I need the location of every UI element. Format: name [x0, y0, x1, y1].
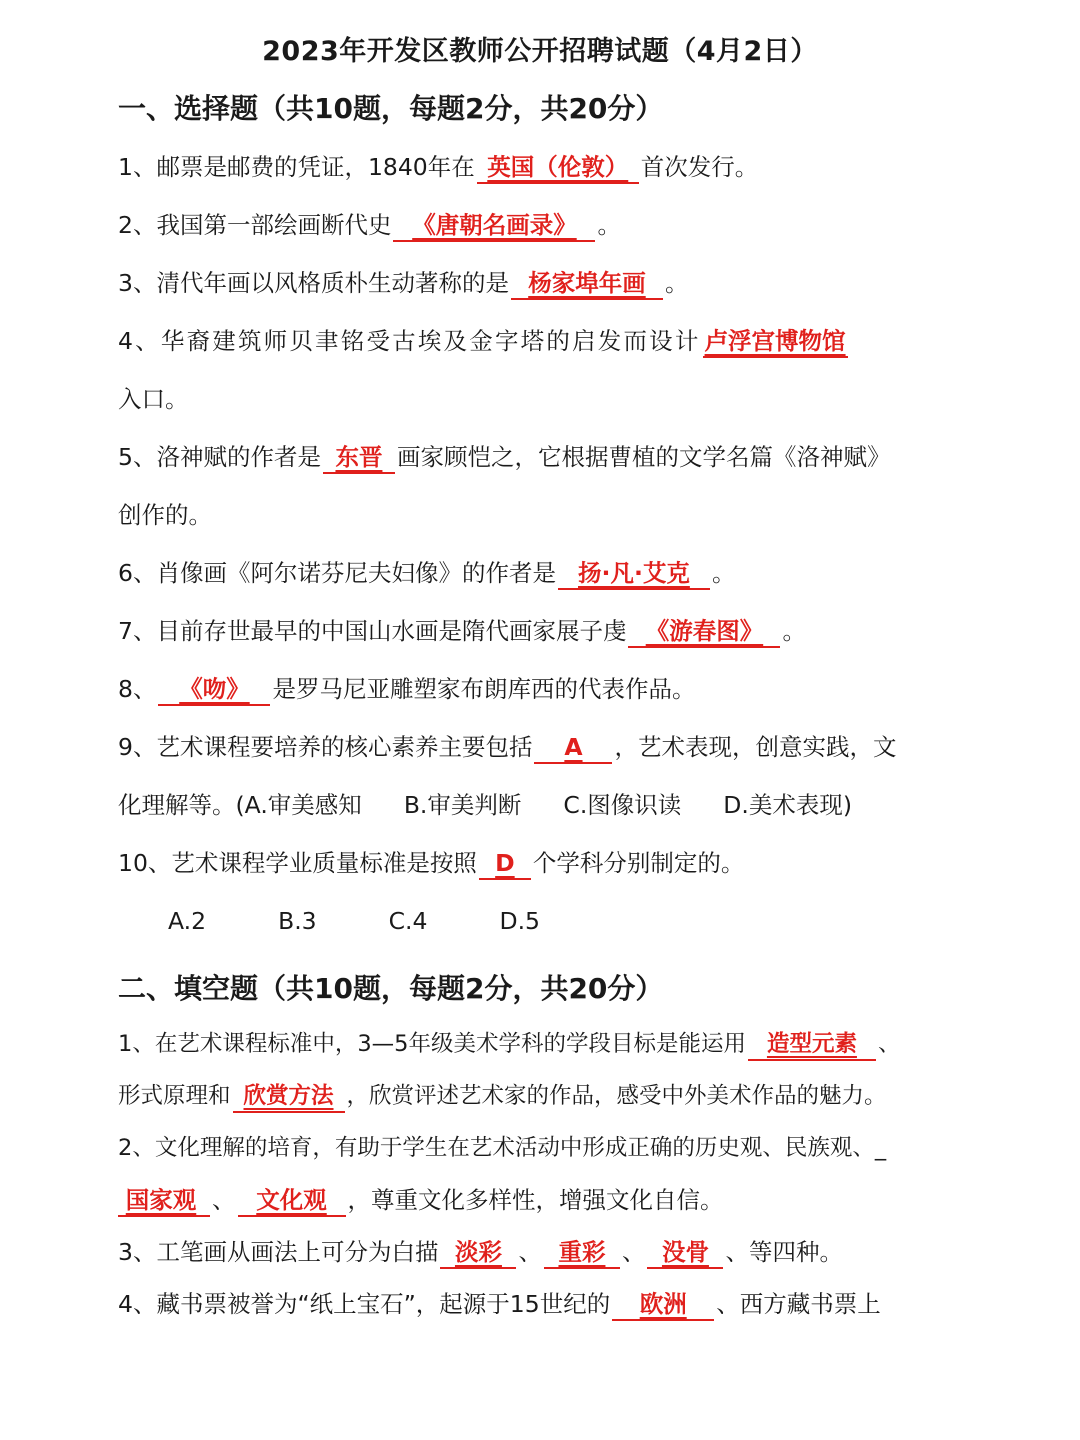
question-10: 10、艺术课程学业质量标准是按照 D 个学科分别制定的。	[118, 834, 1020, 892]
option-b: B.审美判断	[403, 791, 522, 819]
answer-blank: 卢浮宫博物馆	[703, 326, 848, 358]
option-d: D.美术表现	[723, 791, 843, 819]
answer-blank: 重彩	[544, 1237, 620, 1269]
answer-blank: 英国（伦敦）	[477, 152, 639, 184]
fill-question-3: 3、工笔画从画法上可分为白描 淡彩 、 重彩 、 没骨 、等四种。	[118, 1226, 1020, 1278]
answer-blank: 《游春图》	[628, 616, 780, 648]
option-c: C.4	[388, 907, 428, 935]
question-10-options	[118, 892, 1020, 950]
option-d: D.5	[499, 907, 541, 935]
question-1: 1、邮票是邮费的凭证，1840年在 英国（伦敦） 首次发行。	[118, 138, 1020, 196]
option-a: A.审美感知	[244, 791, 362, 819]
question-6: 6、肖像画《阿尔诺芬尼夫妇像》的作者是 扬·凡·艾克 。	[118, 544, 1020, 602]
answer-blank: 造型元素	[748, 1029, 876, 1061]
fill-question-4: 4、藏书票被誉为“纸上宝石”，起源于15世纪的 欧洲 、西方藏书票上	[118, 1278, 1020, 1330]
answer-blank: 欣赏方法	[233, 1081, 345, 1113]
answer-blank: 东晋	[323, 442, 395, 474]
fill-question-2: 2、文化理解的培育，有助于学生在艺术活动中形成正确的历史观、民族观、_	[118, 1135, 887, 1161]
section-heading-fill: 二、填空题（共10题，每题2分，共20分）	[118, 972, 664, 1005]
question-4-continuation: 入口。	[118, 385, 189, 413]
answer-blank: 扬·凡·艾克	[558, 558, 710, 590]
option-a: A.2	[168, 907, 207, 935]
answer-blank: 《吻》	[158, 674, 270, 706]
answer-blank: 文化观	[238, 1185, 346, 1217]
option-c: C.图像识读	[563, 791, 682, 819]
answer-blank: 《唐朝名画录》	[393, 210, 595, 242]
question-5-continuation: 创作的。	[118, 501, 212, 529]
question-9: 9、艺术课程要培养的核心素养主要包括 A ，艺术表现，创意实践，文	[118, 718, 1020, 776]
fill-question-1: 1、在艺术课程标准中，3—5年级美术学科的学段目标是能运用 造型元素 、	[118, 1018, 1020, 1070]
option-b: B.3	[278, 907, 317, 935]
fill-question-2-continuation: 国家观 、 文化观 ，尊重文化多样性，增强文化自信。	[118, 1174, 1020, 1226]
answer-blank: 杨家埠年画	[511, 268, 663, 300]
question-8: 8、 《吻》 是罗马尼亚雕塑家布朗库西的代表作品。	[118, 660, 1020, 718]
answer-blank: D	[479, 848, 531, 880]
fill-question-1-continuation: 形式原理和 欣赏方法 ，欣赏评述艺术家的作品，感受中外美术作品的魅力。	[118, 1070, 1020, 1122]
question-7: 7、目前存世最早的中国山水画是隋代画家展子虔 《游春图》 。	[118, 602, 1020, 660]
answer-blank: A	[534, 732, 612, 764]
answer-blank: 国家观	[118, 1185, 210, 1217]
answer-blank: 没骨	[647, 1237, 723, 1269]
document-title: 2023年开发区教师公开招聘试题（4月2日）	[262, 36, 818, 67]
question-9-options: 化理解等。(A.审美感知 B.审美判断 C.图像识读 D.美术表现)	[118, 791, 853, 819]
question-3: 3、清代年画以风格质朴生动著称的是 杨家埠年画 。	[118, 254, 1020, 312]
question-5: 5、洛神赋的作者是 东晋 画家顾恺之，它根据曹植的文学名篇《洛神赋》	[118, 428, 1020, 486]
section-heading-choice: 一、选择题（共10题，每题2分，共20分）	[118, 92, 664, 125]
answer-blank: 欧洲	[612, 1289, 714, 1321]
answer-blank: 淡彩	[440, 1237, 516, 1269]
question-4: 4、华裔建筑师贝聿铭受古埃及金字塔的启发而设计 卢浮宫博物馆	[118, 312, 1020, 370]
question-2: 2、我国第一部绘画断代史 《唐朝名画录》 。	[118, 196, 1020, 254]
